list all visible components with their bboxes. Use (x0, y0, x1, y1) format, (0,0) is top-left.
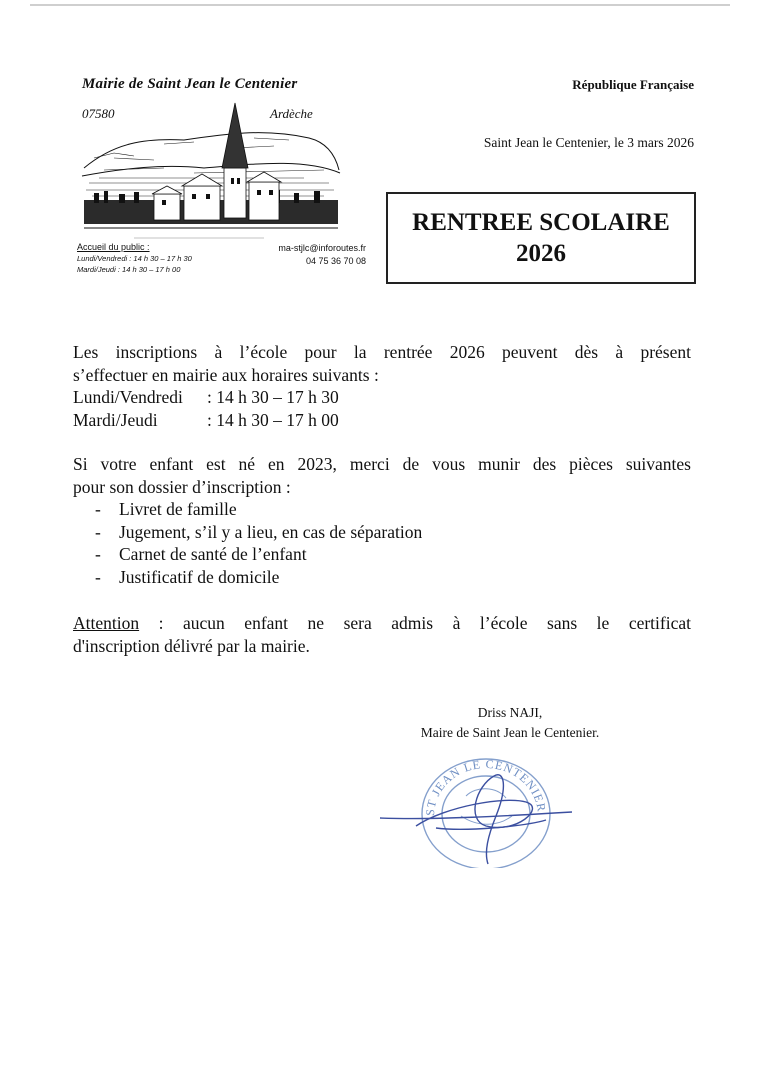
phone: 04 75 36 70 08 (305, 256, 366, 266)
paragraph-line: pour son dossier d’inscription : (73, 476, 291, 497)
email: ma-stjlc@inforoutes.fr (278, 243, 366, 253)
attention-label: Attention (73, 613, 140, 633)
opening-hours (77, 242, 192, 275)
paragraph-line: Si votre enfant est né en 2023, merci de vous munir des pièces suivantes (73, 454, 691, 474)
document-item: Jugement, s’il y a lieu, en cas de séparation (119, 521, 423, 542)
paragraph-line: Les inscriptions à l’école pour la rentrée 2026 peuvent dès à présent (73, 342, 691, 362)
signatory-role: Maire de Saint Jean le Centenier. (420, 725, 600, 740)
hours-line: Lundi/Vendredi : 14 h 30 – 17 h 30 (77, 254, 192, 263)
document-item: Livret de famille (119, 499, 237, 519)
paragraph-inscriptions (73, 341, 691, 431)
document-item: Justificatif de domicile (119, 566, 280, 587)
schedule-row (73, 386, 691, 409)
schedule-time: : 14 h 30 – 17 h 00 (207, 409, 339, 430)
list-item: - Livret de famille (95, 499, 237, 519)
postal-code: 07580 (82, 106, 115, 121)
title-box (386, 192, 696, 284)
schedule-time: : 14 h 30 – 17 h 30 (207, 387, 339, 407)
paragraph-attention (73, 612, 691, 657)
signatory-name: Driss NAJI, (477, 705, 543, 720)
schedule-day: Mardi/Jeudi (73, 409, 158, 430)
document-item: Carnet de santé de l’enfant (119, 544, 307, 564)
stamp-text: ST JEAN LE CENTENIER (422, 756, 549, 817)
list-item: - Jugement, s’il y a lieu, en cas de séparation (95, 521, 423, 542)
paragraph-line: s’effectuer en mairie aux horaires suivants : (73, 364, 379, 385)
signature-block (400, 703, 620, 743)
schedule-day: Lundi/Vendredi (73, 387, 183, 407)
place-date: Saint Jean le Centenier, le 3 mars 2026 (483, 135, 694, 150)
list-item: - Carnet de santé de l’enfant (95, 544, 307, 564)
schedule-row (73, 409, 691, 432)
scan-edge-line (30, 4, 730, 6)
hours-label: Accueil du public : (77, 242, 150, 252)
attention-text: : aucun enfant ne sera admis à l’école sans le certificat (139, 613, 691, 633)
title-year: 2026 (516, 240, 566, 267)
documents-list (73, 498, 691, 588)
hours-line: Mardi/Jeudi : 14 h 30 – 17 h 00 (77, 265, 181, 274)
list-item: - Justificatif de domicile (95, 566, 280, 587)
paragraph-documents (73, 453, 691, 588)
contact-info (250, 242, 366, 268)
mairie-name: Mairie de Saint Jean le Centenier (82, 76, 298, 92)
paragraph-line (73, 612, 691, 635)
republique-francaise: République Française (572, 77, 694, 92)
title-line: RENTREE SCOLAIRE (412, 209, 670, 236)
mairie-stamp (376, 756, 576, 868)
paragraph-line: d'inscription délivré par la mairie. (73, 635, 310, 656)
department: Ardèche (270, 106, 313, 121)
